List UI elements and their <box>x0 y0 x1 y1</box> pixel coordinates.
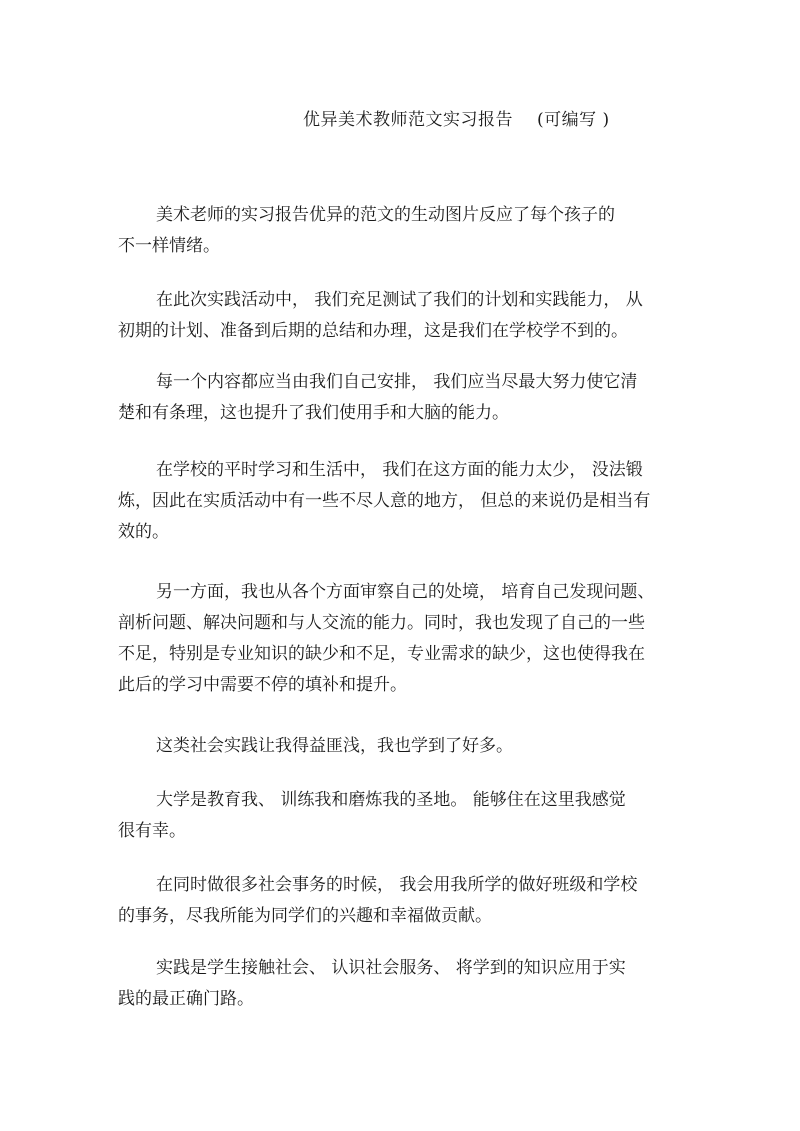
paragraph-line: 剖析问题、解决问题和与人交流的能力。同时，我也发现了自己的一些 <box>118 613 645 633</box>
paragraph-line: 在同时做很多社会事务的时候， 我会用我所学的做好班级和学校 <box>156 875 638 895</box>
paragraph-line: 很有幸。 <box>118 821 186 841</box>
paragraph-line: 不一样情绪。 <box>118 236 220 256</box>
paragraph-line: 美术老师的实习报告优异的范文的生动图片反应了每个孩子的 <box>156 205 615 225</box>
paragraph-line: 每一个内容都应当由我们自己安排， 我们应当尽最大努力使它清 <box>156 372 638 392</box>
title-suffix: (可编写 ) <box>537 110 610 130</box>
document-title <box>303 105 610 130</box>
paragraph-line: 楚和有条理，这也提升了我们使用手和大脑的能力。 <box>118 403 509 423</box>
paragraph <box>118 285 698 347</box>
paragraph-line: 践的最正确门路。 <box>118 989 254 1009</box>
paragraph <box>118 785 698 847</box>
paragraph-line: 大学是教育我、 训练我和磨炼我的圣地。 能够住在这里我感觉 <box>156 790 626 810</box>
paragraph <box>118 731 698 762</box>
paragraph-line: 在学校的平时学习和生活中， 我们在这方面的能力太少， 没法锻 <box>156 460 643 480</box>
paragraph-line: 实践是学生接触社会、 认识社会服务、 将学到的知识应用于实 <box>156 958 626 978</box>
paragraph <box>118 577 698 701</box>
paragraph-line: 不足，特别是专业知识的缺少和不足，专业需求的缺少，这也使得我在 <box>118 644 645 664</box>
paragraph-line: 此后的学习中需要不停的填补和提升。 <box>118 675 407 695</box>
paragraph-line: 在此次实践活动中， 我们充足测试了我们的计划和实践能力， 从 <box>156 290 643 310</box>
paragraph-line: 另一方面，我也从各个方面审察自己的处境， 培育自己发现问题、 <box>156 582 655 602</box>
paragraph-line: 的事务，尽我所能为同学们的兴趣和幸福做贡献。 <box>118 906 492 926</box>
paragraph-line: 这类社会实践让我得益匪浅，我也学到了好多。 <box>156 736 513 756</box>
paragraph-line: 炼，因此在实质活动中有一些不尽人意的地方， 但总的来说仍是相当有 <box>118 491 651 511</box>
paragraph <box>118 870 698 932</box>
paragraph <box>118 455 698 548</box>
paragraph-line: 效的。 <box>118 522 169 542</box>
paragraph <box>118 953 698 1015</box>
title-text: 优异美术教师范文实习报告 <box>303 110 513 130</box>
paragraph <box>118 367 698 429</box>
paragraph <box>118 200 698 262</box>
paragraph-line: 初期的计划、准备到后期的总结和办理，这是我们在学校学不到的。 <box>118 321 628 341</box>
